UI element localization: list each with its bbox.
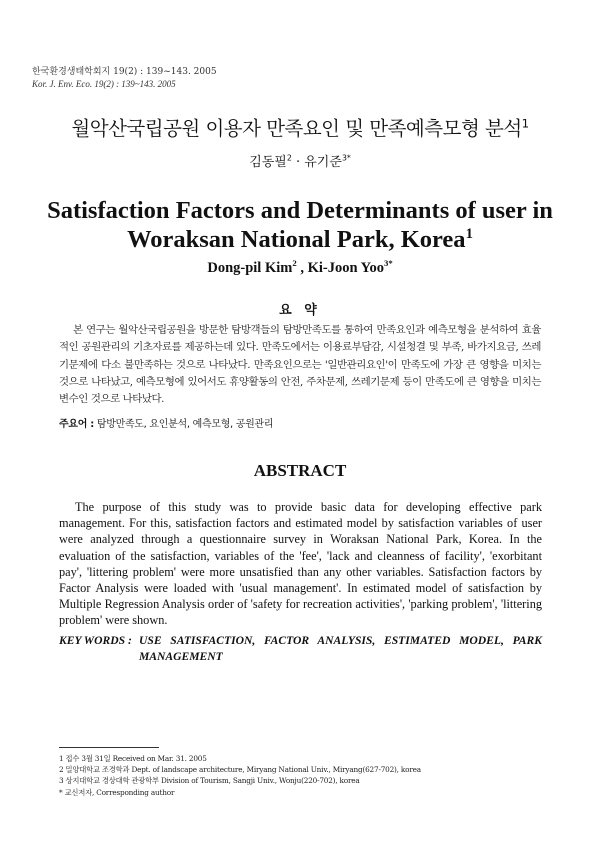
journal-citation-korean: 한국환경생태학회지 19(2) : 139~143. 2005 xyxy=(32,67,217,77)
footnote-affiliation-yoo: 3 상지대학교 경상대학 관광학부 Division of Tourism, Sangji Univ., Wonju(220-702), korea xyxy=(59,776,360,786)
footnote-received: 1 접수 3월 31일 Received on Mar. 31. 2005 xyxy=(59,754,207,763)
korean-abstract xyxy=(59,322,541,408)
footnote-corresponding: * 교신저자, Corresponding author xyxy=(59,787,175,797)
english-keywords-value: USE SATISFACTION, FACTOR ANALYSIS, ESTIMATED MODEL, PARK MANAGEMENT xyxy=(139,634,542,663)
english-title xyxy=(0,196,600,254)
english-author-2: Ki-Joon Yoo xyxy=(307,260,384,276)
footnote-divider xyxy=(59,747,159,748)
korean-title-footnote-marker: 1 xyxy=(521,116,529,131)
english-title-footnote-marker: 1 xyxy=(465,225,473,242)
korean-author-2-marker: 3* xyxy=(341,153,351,163)
korean-title-text: 월악산국립공원 이용자 만족요인 및 만족예측모형 분석 xyxy=(71,117,522,140)
korean-authors xyxy=(0,151,600,170)
korean-author-2: 유기준 xyxy=(304,155,342,170)
korean-author-1: 김동필 xyxy=(249,155,287,170)
english-title-line-1: Satisfaction Factors and Determinants of user in xyxy=(47,197,553,224)
korean-keywords-label: 주요어 : xyxy=(59,419,94,430)
english-title-line-2: Woraksan National Park, Korea xyxy=(127,226,466,253)
footnotes xyxy=(59,753,421,798)
english-keywords-label: KEY WORDS : xyxy=(59,634,132,647)
korean-keywords xyxy=(59,415,273,430)
korean-title xyxy=(0,113,600,141)
footnote-affiliation-kim: 2 밀양대학교 조경학과 Dept. of landscape architecture, Miryang National Univ., Miryang(627-702), korea xyxy=(59,765,421,775)
journal-citation-english: Kor. J. Env. Eco. 19(2) : 139~143. 2005 xyxy=(32,79,176,89)
english-author-1: Dong-pil Kim xyxy=(207,260,293,276)
english-author-2-marker: 3* xyxy=(383,258,393,269)
korean-keywords-value: 탐방만족도, 요인분석, 예측모형, 공원관리 xyxy=(96,419,274,430)
english-author-1-marker: 2 xyxy=(292,258,297,269)
korean-author-1-marker: 2 xyxy=(286,153,292,163)
english-abstract-body: The purpose of this study was to provide basic data for developing effective park management. For this, satisfaction factors and estimated model by satisfaction variables of user were analyzed through a questionnaire survey in Woraksan National Park, Korea. In the evaluation of the satisfaction, variables of the 'fee', 'lack and cleanness of facility', 'exorbitant pay', 'littering problem' were more unsatisfied than any other variables. Satisfaction factors by Factor Analysis were loaded with 'usual management'. In estimated model of satisfaction by Multiple Regression Analysis order of 'safety for recreation activities', 'parking problem', 'littering problem' were shown. xyxy=(59,500,542,628)
english-abstract xyxy=(59,499,542,629)
journal-header xyxy=(32,66,217,90)
abstract-heading: ABSTRACT xyxy=(253,461,347,480)
korean-author-separator: · xyxy=(291,155,305,170)
english-title-line-2-wrap xyxy=(0,225,600,254)
english-authors xyxy=(0,260,600,277)
korean-abstract-heading: 요 약 xyxy=(279,303,321,318)
korean-abstract-body: 본 연구는 월악산국립공원을 방문한 탐방객들의 탐방만족도를 통하여 만족요인과 예측모형을 분석하여 효율적인 공원관리의 기초자료를 제공하는데 있다. 만족도에서는 이용료부담감, 시설청결 및 부족, 바가지요금, 쓰레기문제에 다소 불만족하는 것으로 나타났다. 만족요인으로는 '일반관리요인'이 만족도에 가장 큰 영향을 미치는 것으로 나타났고, 예측모형에 있어서도 휴양활동의 안전, 주차문제, 쓰레기문제 등이 만족도에 큰 영향을 미치는 변수인 것으로 나타났다. xyxy=(59,324,541,406)
english-author-separator: , xyxy=(296,260,308,276)
